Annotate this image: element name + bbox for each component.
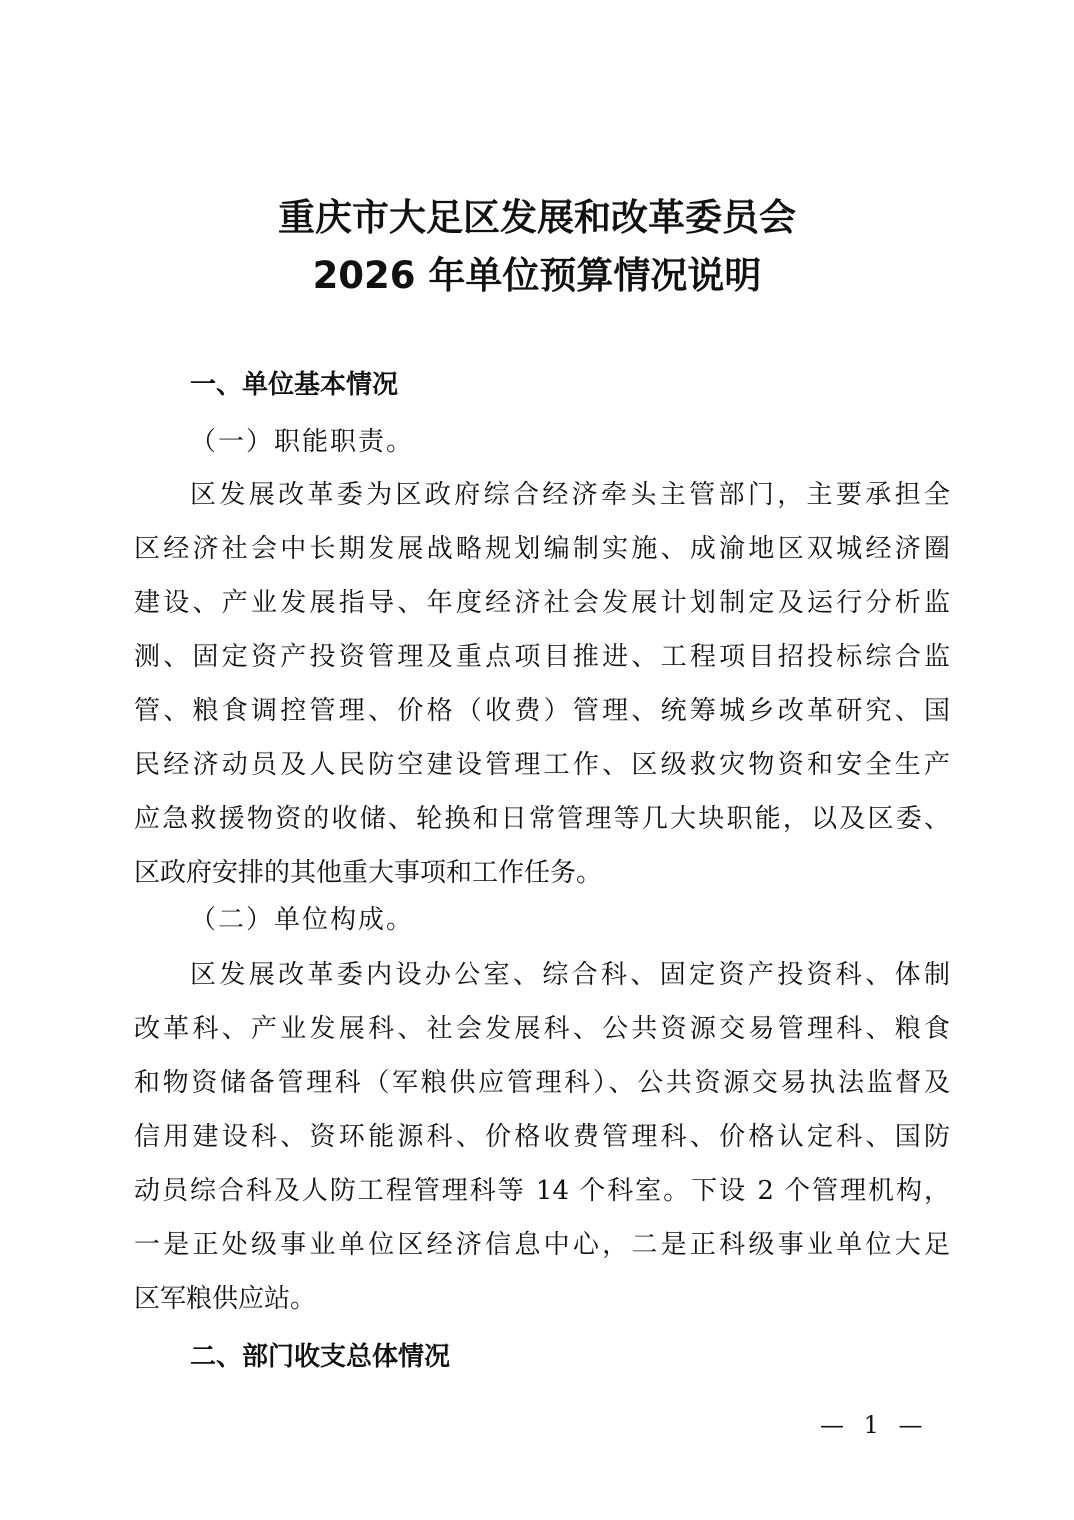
paragraph-line: 信用建设科、资环能源科、价格收费管理科、价格认定科、国防 xyxy=(134,1122,950,1152)
page-number: — 1 — xyxy=(820,1411,929,1439)
paragraph-line: 一是正处级事业单位区经济信息中心，二是正科级事业单位大足 xyxy=(134,1230,950,1260)
paragraph-line: 动员综合科及人防工程管理科等 14 个科室。下设 2 个管理机构， xyxy=(134,1176,950,1206)
paragraph-line: 改革科、产业发展科、社会发展科、公共资源交易管理科、粮食 xyxy=(134,1014,950,1044)
paragraph-line: 区发展改革委为区政府综合经济牵头主管部门，主要承担全 xyxy=(190,480,950,510)
subsection-heading-duties: （一）职能职责。 xyxy=(190,427,415,457)
document-title-line-1: 重庆市大足区发展和改革委员会 xyxy=(278,196,796,239)
paragraph-line: 应急救援物资的收储、轮换和日常管理等几大块职能，以及区委、 xyxy=(134,804,950,834)
subsection-heading-structure: （二）单位构成。 xyxy=(190,905,415,935)
paragraph-line: 区经济社会中长期发展战略规划编制实施、成渝地区双城经济圈 xyxy=(134,534,950,564)
document-title-line-2: 2026 年单位预算情况说明 xyxy=(312,254,762,297)
paragraph-line: 区军粮供应站。 xyxy=(134,1284,317,1314)
paragraph-line: 区发展改革委内设办公室、综合科、固定资产投资科、体制 xyxy=(190,960,950,990)
section-heading-basic-info: 一、单位基本情况 xyxy=(190,370,399,400)
paragraph-line: 管、粮食调控管理、价格（收费）管理、统筹城乡改革研究、国 xyxy=(134,696,950,726)
paragraph-line: 和物资储备管理科（军粮供应管理科）、公共资源交易执法监督及 xyxy=(134,1068,950,1098)
paragraph-line: 建设、产业发展指导、年度经济社会发展计划制定及运行分析监 xyxy=(134,588,950,618)
section-heading-budget-overview: 二、部门收支总体情况 xyxy=(190,1342,451,1372)
paragraph-line: 区政府安排的其他重大事项和工作任务。 xyxy=(134,858,603,888)
paragraph-line: 民经济动员及人民防空建设管理工作、区级救灾物资和安全生产 xyxy=(134,750,950,780)
paragraph-line: 测、固定资产投资管理及重点项目推进、工程项目招投标综合监 xyxy=(134,642,950,672)
